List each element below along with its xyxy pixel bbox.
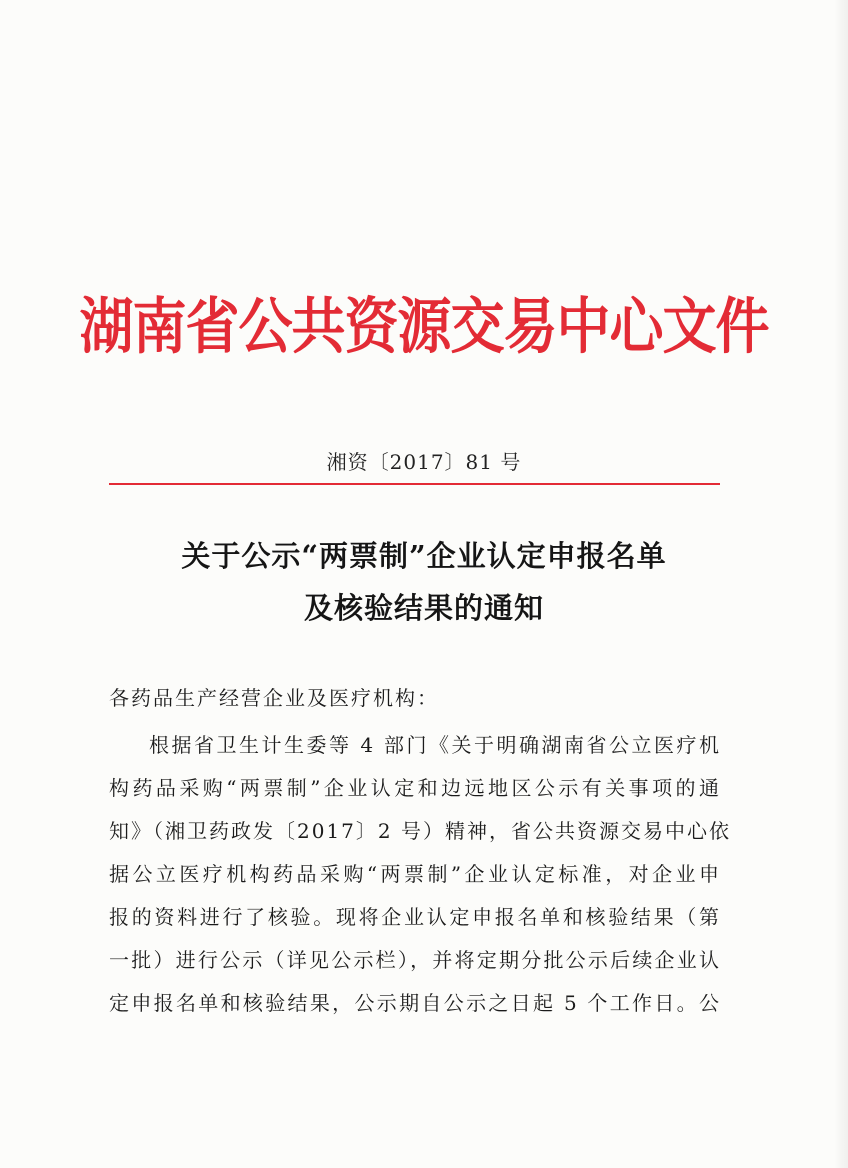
body-line: 报的资料进行了核验。现将企业认定申报名单和核验结果（第 <box>109 905 721 929</box>
body-line: 知》（湘卫药政发〔2017〕2 号）精神，省公共资源交易中心依 <box>109 819 731 843</box>
header-divider <box>109 483 720 485</box>
notice-title-line-2: 及核验结果的通知 <box>303 591 544 625</box>
body-line: 构药品采购“两票制”企业认定和边远地区公示有关事项的通 <box>109 776 721 800</box>
document-number: 湘资〔2017〕81 号 <box>326 450 522 474</box>
salutation: 各药品生产经营企业及医疗机构： <box>109 686 439 710</box>
body-line: 根据省卫生计生委等 4 部门《关于明确湖南省公立医疗机 <box>149 733 721 757</box>
body-line: 据公立医疗机构药品采购“两票制”企业认定标准，对企业申 <box>109 862 721 886</box>
body-line: 定申报名单和核验结果，公示期自公示之日起 5 个工作日。公 <box>109 991 721 1015</box>
document-header: 湖南省公共资源交易中心文件 <box>79 291 769 362</box>
notice-title-line-1: 关于公示“两票制”企业认定申报名单 <box>181 539 667 573</box>
body-line: 一批）进行公示（详见公示栏），并将定期分批公示后续企业认 <box>109 948 721 972</box>
page-edge-shadow <box>834 0 848 1168</box>
